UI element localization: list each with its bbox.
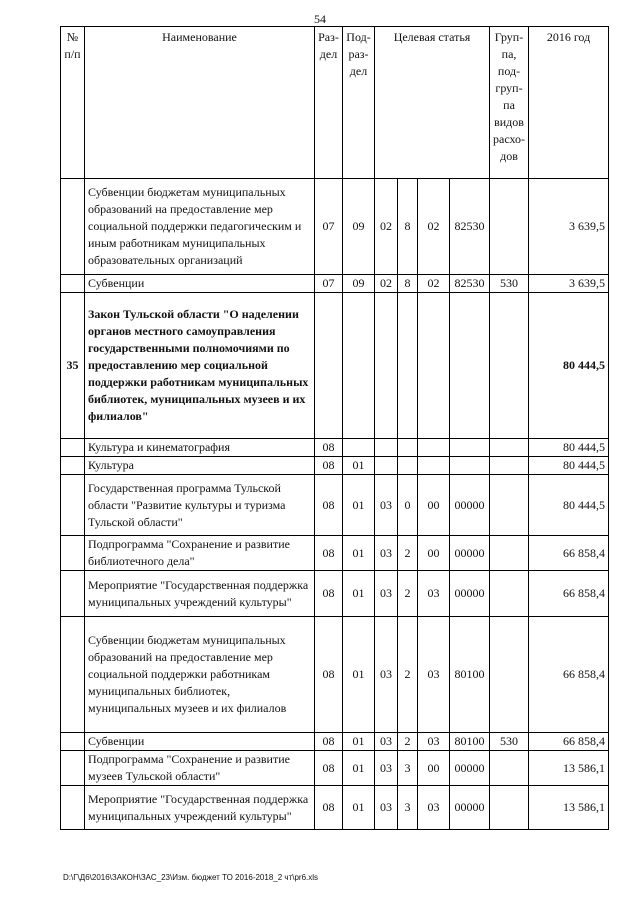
row-target-3	[418, 439, 450, 457]
row-razdel: 08	[315, 439, 343, 457]
row-target-1: 02	[375, 179, 398, 275]
row-podrazdel	[343, 293, 375, 439]
row-target-4: 00000	[450, 751, 490, 786]
row-sum: 3 639,5	[529, 179, 609, 275]
row-name: Культура	[85, 457, 315, 475]
row-target-1	[375, 293, 398, 439]
file-path-footer: D:\Г\Д6\2016\ЗАКОН\ЗАС_23\Изм. бюджет ТО 2016-2018_2 чт\pr6.xls	[63, 873, 319, 882]
row-target-2: 2	[398, 571, 418, 617]
row-sum: 13 586,1	[529, 786, 609, 830]
row-target-3: 00	[418, 475, 450, 536]
row-razdel: 08	[315, 786, 343, 830]
row-sum: 80 444,5	[529, 293, 609, 439]
row-sum: 66 858,4	[529, 617, 609, 733]
header-year: 2016 год	[529, 27, 609, 179]
row-number	[61, 457, 85, 475]
row-target-1: 03	[375, 571, 398, 617]
header-row	[61, 27, 609, 179]
row-target-1: 03	[375, 733, 398, 751]
row-number	[61, 786, 85, 830]
row-razdel: 08	[315, 617, 343, 733]
row-target-1: 03	[375, 617, 398, 733]
table-row	[61, 457, 609, 475]
row-podrazdel	[343, 439, 375, 457]
row-target-1: 02	[375, 275, 398, 293]
row-razdel: 08	[315, 751, 343, 786]
row-podrazdel: 01	[343, 786, 375, 830]
row-target-4: 82530	[450, 275, 490, 293]
row-target-1: 03	[375, 536, 398, 571]
row-number	[61, 751, 85, 786]
row-target-3: 02	[418, 275, 450, 293]
row-group	[490, 786, 529, 830]
row-number	[61, 475, 85, 536]
table-row	[61, 733, 609, 751]
row-sum: 80 444,5	[529, 475, 609, 536]
row-target-1: 03	[375, 786, 398, 830]
row-group	[490, 571, 529, 617]
page-number: 54	[314, 12, 326, 26]
row-target-4: 80100	[450, 733, 490, 751]
row-podrazdel: 01	[343, 751, 375, 786]
row-target-4: 00000	[450, 475, 490, 536]
row-target-3	[418, 293, 450, 439]
table-row	[61, 475, 609, 536]
row-target-4: 82530	[450, 179, 490, 275]
row-target-2	[398, 439, 418, 457]
row-name: Субвенции бюджетам муниципальных образований на предоставление мер социальной поддержки работникам муниципальных библиотек, муниципальных музеев и их филиалов	[85, 617, 315, 733]
budget-table	[60, 26, 609, 830]
row-target-3: 00	[418, 536, 450, 571]
row-name: Субвенции	[85, 733, 315, 751]
row-name: Закон Тульской области "О наделении органов местного самоуправления государственными полномочиями по предоставлению мер социальной поддержки работникам муниципальных библиотек, муниципальных музеев и их филиалов"	[85, 293, 315, 439]
row-group	[490, 179, 529, 275]
row-target-1	[375, 439, 398, 457]
table-row	[61, 293, 609, 439]
row-name: Подпрограмма "Сохранение и развитие музеев Тульской области"	[85, 751, 315, 786]
row-name: Мероприятие "Государственная поддержка муниципальных учреждений культуры"	[85, 786, 315, 830]
row-number: 35	[61, 293, 85, 439]
row-podrazdel: 01	[343, 617, 375, 733]
row-target-4: 00000	[450, 786, 490, 830]
row-number	[61, 536, 85, 571]
row-group	[490, 293, 529, 439]
row-target-2: 8	[398, 179, 418, 275]
row-target-4: 00000	[450, 571, 490, 617]
row-podrazdel: 01	[343, 571, 375, 617]
table-row	[61, 786, 609, 830]
row-razdel: 08	[315, 457, 343, 475]
row-target-4	[450, 293, 490, 439]
row-target-3: 03	[418, 733, 450, 751]
row-number	[61, 733, 85, 751]
row-sum: 66 858,4	[529, 733, 609, 751]
row-target-1: 03	[375, 475, 398, 536]
row-group: 530	[490, 733, 529, 751]
row-sum: 13 586,1	[529, 751, 609, 786]
row-number	[61, 275, 85, 293]
row-podrazdel: 01	[343, 536, 375, 571]
header-podrazdel: Под-раз-дел	[343, 27, 375, 179]
row-sum: 66 858,4	[529, 571, 609, 617]
row-target-3: 03	[418, 571, 450, 617]
row-target-3: 02	[418, 179, 450, 275]
row-target-3: 00	[418, 751, 450, 786]
row-group: 530	[490, 275, 529, 293]
row-target-2: 2	[398, 733, 418, 751]
row-target-4	[450, 439, 490, 457]
row-target-3: 03	[418, 617, 450, 733]
row-group	[490, 457, 529, 475]
row-podrazdel: 09	[343, 179, 375, 275]
row-target-2	[398, 293, 418, 439]
row-name: Мероприятие "Государственная поддержка муниципальных учреждений культуры"	[85, 571, 315, 617]
row-name: Подпрограмма "Сохранение и развитие библиотечного дела"	[85, 536, 315, 571]
row-razdel: 07	[315, 179, 343, 275]
row-number	[61, 439, 85, 457]
table-row	[61, 617, 609, 733]
row-number	[61, 617, 85, 733]
header-target: Целевая статья	[375, 27, 490, 179]
row-target-2	[398, 457, 418, 475]
row-group	[490, 536, 529, 571]
row-name: Субвенции	[85, 275, 315, 293]
header-name: Наименование	[85, 27, 315, 179]
row-target-4: 00000	[450, 536, 490, 571]
row-razdel: 08	[315, 571, 343, 617]
header-group: Груп-па, под-груп-па видов расхо-дов	[490, 27, 529, 179]
table-row	[61, 571, 609, 617]
row-sum: 66 858,4	[529, 536, 609, 571]
table-row	[61, 275, 609, 293]
table-row	[61, 439, 609, 457]
row-target-2: 3	[398, 751, 418, 786]
table-row	[61, 179, 609, 275]
row-group	[490, 751, 529, 786]
row-podrazdel: 01	[343, 475, 375, 536]
row-target-2: 8	[398, 275, 418, 293]
row-podrazdel: 01	[343, 733, 375, 751]
row-sum: 3 639,5	[529, 275, 609, 293]
row-target-4: 80100	[450, 617, 490, 733]
row-number	[61, 179, 85, 275]
row-group	[490, 475, 529, 536]
row-razdel	[315, 293, 343, 439]
row-group	[490, 617, 529, 733]
row-razdel: 08	[315, 475, 343, 536]
table-body	[61, 179, 609, 830]
row-razdel: 08	[315, 733, 343, 751]
row-target-2: 2	[398, 536, 418, 571]
table-row	[61, 751, 609, 786]
row-target-2: 0	[398, 475, 418, 536]
row-name: Государственная программа Тульской области "Развитие культуры и туризма Тульской области"	[85, 475, 315, 536]
row-razdel: 08	[315, 536, 343, 571]
row-sum: 80 444,5	[529, 439, 609, 457]
row-target-2: 2	[398, 617, 418, 733]
row-target-4	[450, 457, 490, 475]
row-name: Культура и кинематография	[85, 439, 315, 457]
row-target-1: 03	[375, 751, 398, 786]
row-target-3	[418, 457, 450, 475]
row-number	[61, 571, 85, 617]
row-group	[490, 439, 529, 457]
row-name: Субвенции бюджетам муниципальных образований на предоставление мер социальной поддержки педагогическим и иным работникам муниципальных образовательных организаций	[85, 179, 315, 275]
row-podrazdel: 01	[343, 457, 375, 475]
header-num: № п/п	[61, 27, 85, 179]
header-razdel: Раз-дел	[315, 27, 343, 179]
row-target-2: 3	[398, 786, 418, 830]
row-razdel: 07	[315, 275, 343, 293]
table-row	[61, 536, 609, 571]
row-podrazdel: 09	[343, 275, 375, 293]
row-target-3: 03	[418, 786, 450, 830]
row-sum: 80 444,5	[529, 457, 609, 475]
row-target-1	[375, 457, 398, 475]
